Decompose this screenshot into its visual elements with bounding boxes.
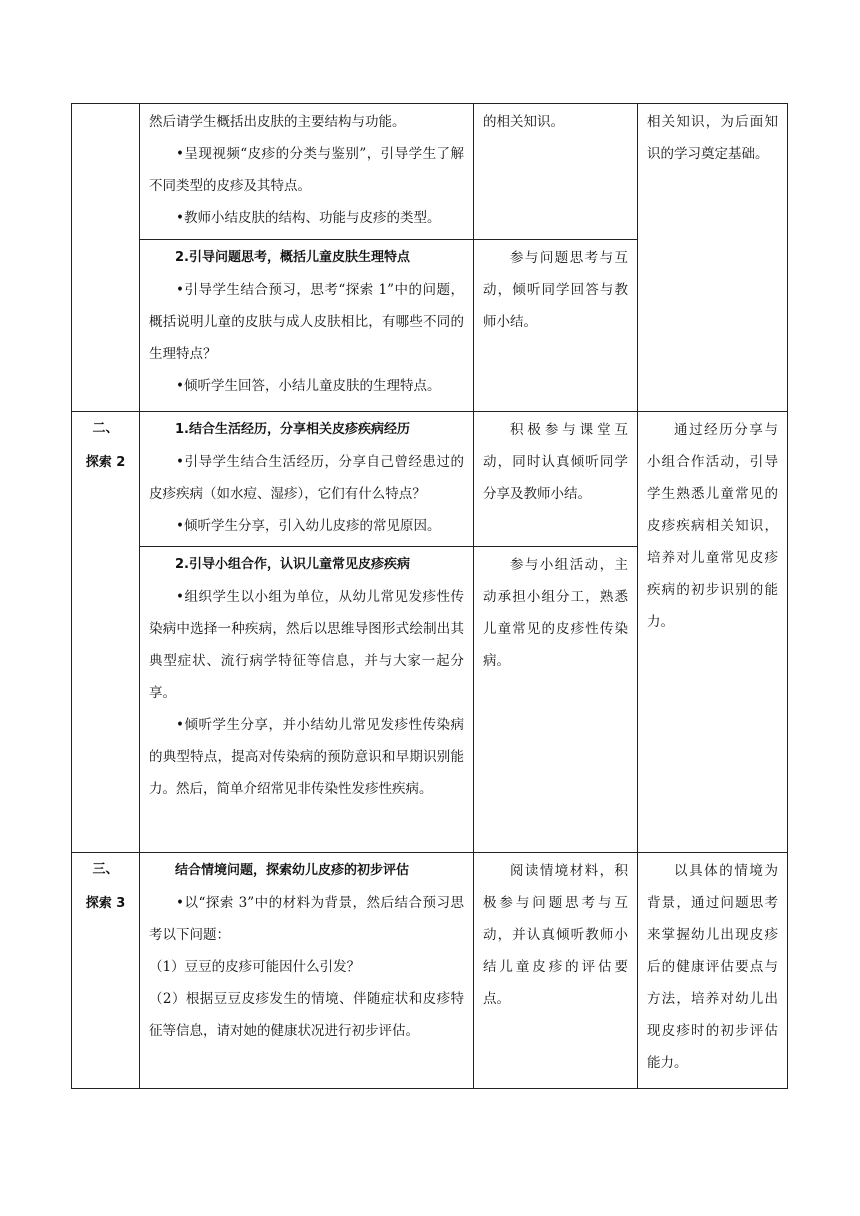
table-row (72, 104, 788, 240)
activity-bullet: •以“探索 3”中的材料为背景，然后结合预习思考以下问题： (149, 895, 464, 943)
student-text: 参与问题思考与互动，倾听同学回答与教师小结。 (483, 250, 628, 330)
student-activity-cell (474, 240, 638, 412)
teacher-activity-cell (140, 240, 474, 412)
intent-text: 以具体的情境为背景，通过问题思考来掌握幼儿出现皮疹后的健康评估要点与方法，培养对幼儿出现皮疹时的初步评估能力。 (647, 863, 778, 1071)
student-text: 的相关知识。 (483, 114, 564, 130)
activity-bullet: •教师小结皮肤的结构、功能与皮疹的类型。 (176, 210, 441, 226)
question-item: （1）豆豆的皮疹可能因什么引发？ (149, 959, 361, 975)
activity-bullet: •倾听学生分享，引入幼儿皮疹的常见原因。 (176, 518, 441, 534)
question-item: （2）根据豆豆皮疹发生的情境、伴随症状和皮疹特征等信息，请对她的健康状况进行初步评估。 (149, 991, 464, 1039)
teacher-activity-cell (140, 104, 474, 240)
section-number: 二、 (92, 421, 119, 436)
student-activity-cell (474, 412, 638, 547)
activity-heading: 2.引导小组合作，认识儿童常见皮疹疾病 (175, 557, 410, 572)
student-text: 阅读情境材料，积极参与问题思考与互动，并认真倾听教师小结儿童皮疹的评估要点。 (483, 863, 628, 1007)
activity-heading: 2.引导问题思考，概括儿童皮肤生理特点 (175, 250, 410, 265)
intent-text: 通过经历分享与小组合作活动，引导学生熟悉儿童常见的皮疹疾病相关知识，培养对儿童常见皮疹疾病的初步识别的能力。 (647, 422, 778, 630)
teacher-activity-cell (140, 547, 474, 853)
student-text: 积极参与课堂互动，同时认真倾听同学分享及教师小结。 (483, 422, 628, 502)
section-name: 探索 2 (85, 455, 126, 470)
teacher-activity-cell (140, 853, 474, 1089)
section-cell (72, 104, 140, 412)
table-row (72, 853, 788, 1089)
activity-bullet: •呈现视频“皮疹的分类与鉴别”，引导学生了解不同类型的皮疹及其特点。 (149, 146, 464, 194)
activity-heading: 结合情境问题，探索幼儿皮疹的初步评估 (175, 863, 410, 878)
student-activity-cell (474, 104, 638, 240)
student-text: 参与小组活动，主动承担小组分工，熟悉儿童常见的皮疹性传染病。 (483, 557, 628, 669)
student-activity-cell (474, 853, 638, 1089)
activity-bullet: •组织学生以小组为单位，从幼儿常见发疹性传染病中选择一种疾病，然后以思维导图形式绘制出其典型症状、流行病学特征等信息，并与大家一起分享。 (149, 589, 464, 701)
design-intent-cell (638, 853, 788, 1089)
section-name: 探索 3 (85, 896, 126, 911)
design-intent-cell (638, 412, 788, 853)
student-activity-cell (474, 547, 638, 853)
section-cell (72, 853, 140, 1089)
activity-bullet: •引导学生结合预习，思考“探索 1”中的问题，概括说明儿童的皮肤与成人皮肤相比，有哪些不同的生理特点？ (149, 282, 464, 362)
activity-text: 然后请学生概括出皮肤的主要结构与功能。 (149, 114, 406, 130)
activity-heading: 1.结合生活经历，分享相关皮疹疾病经历 (175, 422, 410, 437)
activity-bullet: •倾听学生回答，小结儿童皮肤的生理特点。 (176, 378, 441, 394)
lesson-plan-table (71, 103, 788, 1089)
teacher-activity-cell (140, 412, 474, 547)
design-intent-cell (638, 104, 788, 412)
activity-bullet: •倾听学生分享，并小结幼儿常见发疹性传染病的典型特点，提高对传染病的预防意识和早期识别能力。然后，简单介绍常见非传染性发疹性疾病。 (149, 717, 464, 797)
intent-text: 相关知识，为后面知识的学习奠定基础。 (647, 114, 778, 162)
table-row (72, 412, 788, 547)
activity-bullet: •引导学生结合生活经历，分享自己曾经患过的皮疹疾病（如水痘、湿疹），它们有什么特点？ (149, 454, 464, 502)
section-cell (72, 412, 140, 853)
section-number: 三、 (92, 862, 119, 877)
